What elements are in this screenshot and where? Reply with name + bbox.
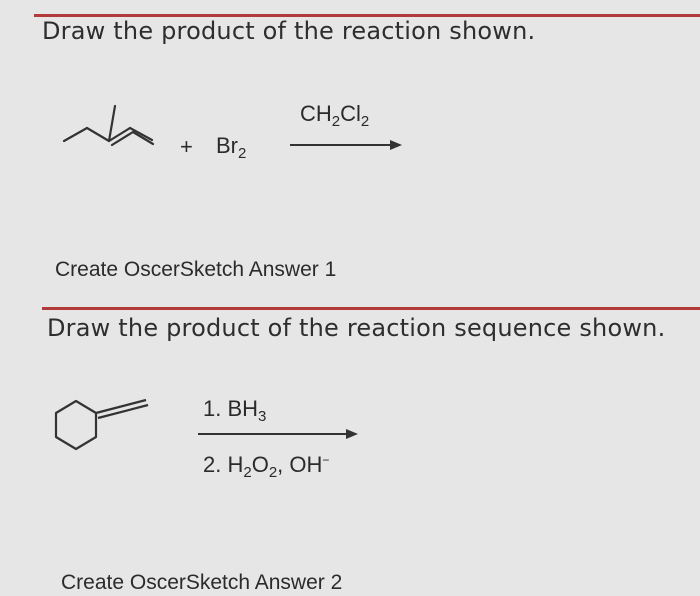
reaction-arrow-1 (290, 138, 410, 152)
create-answer-1-link[interactable]: Create OscerSketch Answer 1 (55, 258, 337, 281)
step1-reagent (203, 396, 266, 425)
step1-text: 1. BH (203, 396, 259, 421)
step2-sub2: 2 (268, 464, 278, 481)
solvent-cl: Cl (340, 101, 361, 126)
methylenecyclohexane-structure (48, 385, 168, 475)
step2-charge: − (322, 453, 330, 467)
reagent-bromine-subscript: 2 (238, 145, 247, 162)
solvent-sub2: 2 (360, 113, 370, 130)
alkene-structure-1 (60, 96, 170, 166)
solvent-ch: CH (300, 101, 332, 126)
create-answer-2-link[interactable]: Create OscerSketch Answer 2 (61, 571, 343, 594)
reagent-bromine-symbol: Br (216, 133, 238, 158)
question2-top-divider (42, 307, 700, 310)
reagent-bromine (216, 133, 246, 162)
step2-oh: , OH (277, 452, 323, 477)
plus-sign: + (180, 134, 193, 159)
step2-reagent (203, 452, 329, 481)
solvent-sub1: 2 (331, 113, 341, 130)
step1-subscript: 3 (258, 408, 267, 425)
question1-title: Draw the product of the reaction shown. (42, 17, 536, 45)
step2-h: 2. H (203, 452, 244, 477)
reaction-arrow-2 (198, 427, 368, 441)
solvent-label (300, 101, 369, 130)
step2-sub1: 2 (243, 464, 252, 481)
step2-o: O (251, 452, 269, 477)
question2-title: Draw the product of the reaction sequence shown. (47, 314, 666, 342)
